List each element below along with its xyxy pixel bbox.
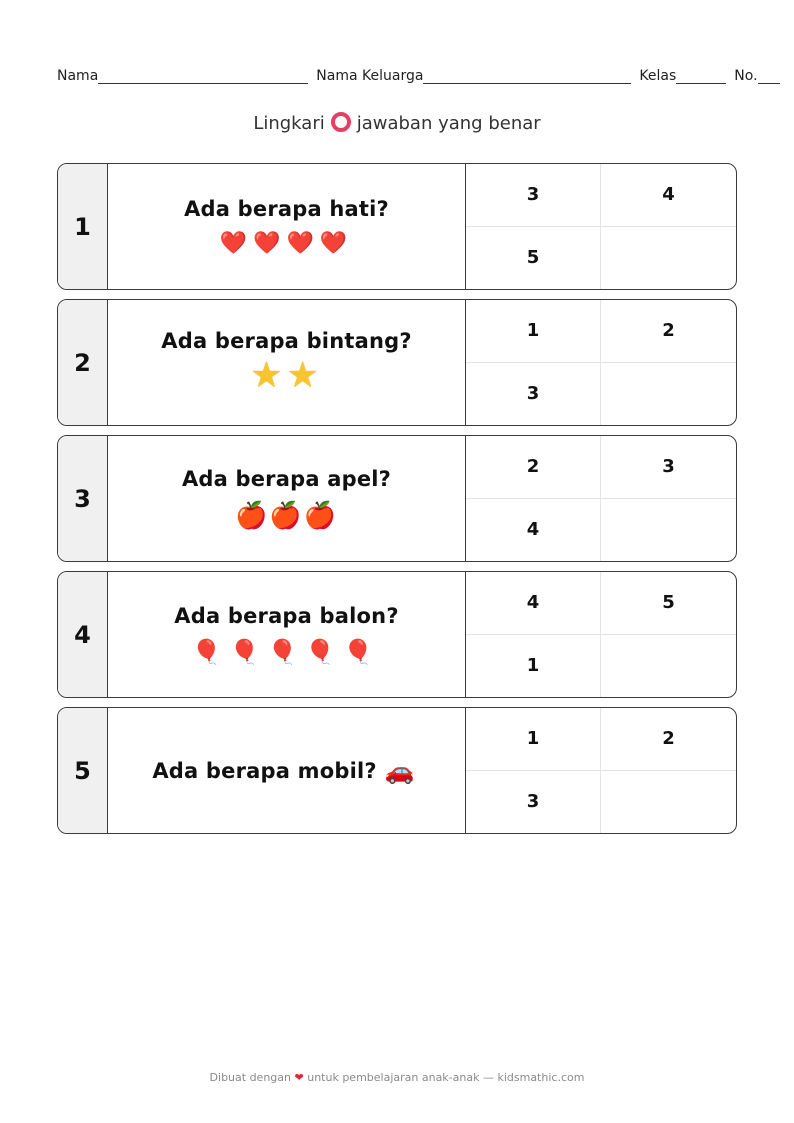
student-info-header (57, 68, 794, 84)
answer-empty-cell (601, 771, 736, 834)
question-text: Ada berapa balon? (174, 603, 399, 628)
answer-empty-cell (601, 363, 736, 426)
answer-option[interactable]: 3 (466, 164, 601, 227)
question-card-3 (57, 435, 737, 562)
answer-grid (466, 708, 736, 833)
class-label: Kelas (639, 68, 677, 84)
answer-empty-cell (601, 499, 736, 562)
answer-option[interactable]: 3 (466, 363, 601, 426)
footer (0, 1071, 794, 1084)
family-name-label: Nama Keluarga (316, 68, 424, 84)
question-text: Ada berapa hati? (184, 197, 389, 221)
number-label: No. (734, 68, 758, 84)
instruction (0, 112, 794, 134)
answer-option[interactable]: 2 (466, 436, 601, 499)
question-number: 5 (58, 708, 108, 833)
question-body (108, 708, 466, 833)
question-card-2 (57, 299, 737, 426)
question-body (108, 164, 466, 289)
answer-option[interactable]: 5 (466, 227, 601, 290)
question-number: 2 (58, 300, 108, 425)
question-body (108, 572, 466, 697)
answer-grid (466, 572, 736, 697)
question-body (108, 300, 466, 425)
answer-option[interactable]: 1 (466, 708, 601, 771)
question-card-1 (57, 163, 737, 290)
star-icon: ★★ (250, 355, 323, 396)
question-text: Ada berapa mobil? (152, 758, 377, 783)
balloon-icon: 🎈🎈🎈🎈🎈 (191, 637, 382, 666)
name-label: Nama (57, 68, 99, 84)
answer-grid (466, 300, 736, 425)
footer-text-before: Dibuat dengan (209, 1071, 291, 1084)
name-field[interactable] (98, 69, 308, 84)
heart-icon: ❤ (294, 1071, 304, 1084)
question-text: Ada berapa bintang? (161, 329, 412, 353)
car-icon: 🚗 (384, 756, 421, 785)
answer-grid (466, 164, 736, 289)
answer-option[interactable]: 3 (466, 771, 601, 834)
answer-option[interactable]: 4 (601, 164, 736, 227)
footer-text-after: untuk pembelajaran anak-anak — kidsmathic.com (307, 1071, 585, 1084)
answer-empty-cell (601, 227, 736, 290)
heart-icon: ❤️❤️❤️❤️ (219, 231, 354, 256)
answer-option[interactable]: 1 (466, 635, 601, 698)
answer-option[interactable]: 1 (466, 300, 601, 363)
answer-option[interactable]: 4 (466, 499, 601, 562)
answer-option[interactable]: 2 (601, 708, 736, 771)
question-number: 4 (58, 572, 108, 697)
question-number: 1 (58, 164, 108, 289)
answer-option[interactable]: 2 (601, 300, 736, 363)
question-text: Ada berapa apel? (181, 466, 392, 491)
question-card-4 (57, 571, 737, 698)
number-field[interactable] (758, 69, 780, 84)
question-body (108, 436, 466, 561)
family-name-field[interactable] (423, 69, 631, 84)
answer-empty-cell (601, 635, 736, 698)
answer-option[interactable]: 4 (466, 572, 601, 635)
answer-option[interactable]: 3 (601, 436, 736, 499)
answer-grid (466, 436, 736, 561)
apple-icon: 🍎🍎🍎 (234, 500, 339, 531)
class-field[interactable] (676, 69, 726, 84)
red-circle-icon (331, 112, 351, 132)
question-card-5 (57, 707, 737, 834)
instruction-text-after: jawaban yang benar (356, 113, 541, 134)
instruction-text-before: Lingkari (253, 113, 325, 134)
question-number: 3 (58, 436, 108, 561)
answer-option[interactable]: 5 (601, 572, 736, 635)
